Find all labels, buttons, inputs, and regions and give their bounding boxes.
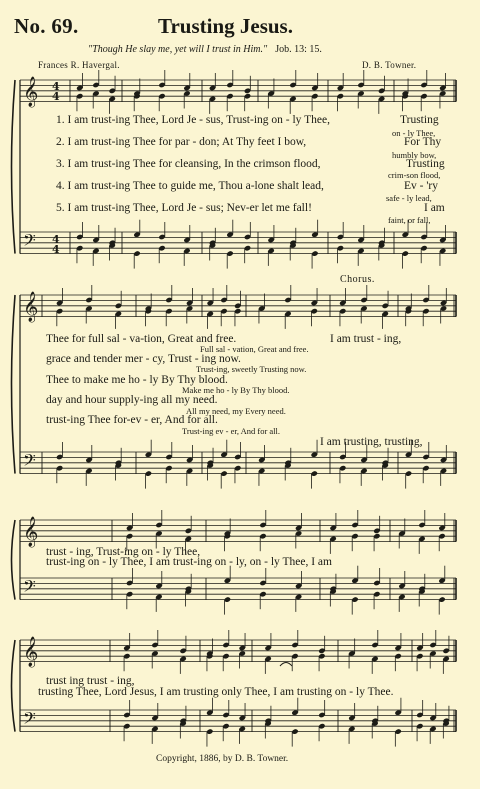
svg-text:𝄢: 𝄢 [23, 576, 36, 600]
s2-line-2: grace and tender mer - cy, Trust - ing now. [46, 353, 241, 365]
verse-2-end: For Thy [404, 136, 442, 148]
svg-text:4: 4 [52, 233, 60, 246]
verse-5: 5. I am trust-ing Thee, Lord Je - sus; Nev-er let me fall! [56, 202, 312, 214]
chorus-label: Chorus. [340, 274, 375, 285]
verse-4-echo: safe - ly lead, [386, 193, 432, 203]
s3-upper-lyric: trust - ing, Trust-ing on - ly Thee, [46, 546, 201, 558]
verse-1: 1. I am trust-ing Thee, Lord Je - sus, Trust-ing on - ly Thee, [56, 114, 330, 126]
verse-3: 3. I am trust-ing Thee for cleansing, In the crimson flood, [56, 158, 321, 170]
verse-3-echo: crim-son flood, [388, 170, 441, 180]
s2-line-1: Thee for full sal - va-tion, Great and free. [46, 333, 237, 345]
chorus-singing: I am trust - ing, [330, 333, 402, 345]
svg-text:4: 4 [52, 243, 60, 256]
verse-2-echo: humbly bow, [392, 150, 437, 160]
s2-echo-2: Trust-ing, sweetly Trusting now. [196, 364, 307, 374]
verse-1-end: Trusting [400, 114, 439, 126]
s2-echo-5: Trust-ing ev - er, And for all. [182, 426, 281, 436]
s3-lower-lyric: trust-ing on - ly Thee, I am trust-ing on - ly, on - ly Thee, I am [46, 556, 332, 568]
composer-credit: D. B. Towner. [362, 60, 417, 70]
s2-pickup: I am trusting, trusting, [320, 436, 423, 448]
svg-text:4: 4 [52, 90, 60, 103]
s2-line-3: Thee to make me ho - ly By Thy blood. [46, 374, 228, 386]
svg-text:𝄞: 𝄞 [23, 637, 39, 667]
s2-echo-3: Make me ho - ly By Thy blood. [182, 385, 290, 395]
svg-text:𝄢: 𝄢 [23, 230, 36, 254]
lyricist-credit: Frances R. Havergal. [38, 60, 120, 70]
svg-text:𝄢: 𝄢 [23, 450, 36, 474]
svg-text:𝄞: 𝄞 [23, 77, 39, 107]
verse-5-end: I am [424, 202, 445, 214]
svg-text:4: 4 [52, 80, 60, 93]
s2-line-5: trust-ing Thee for-ev - er, And for all. [46, 414, 218, 426]
verse-4: 4. I am trust-ing Thee to guide me, Thou a-lone shalt lead, [56, 180, 324, 192]
copyright: Copyright, 1886, by D. B. Towner. [156, 754, 289, 764]
hymn-title: Trusting Jesus. [158, 14, 293, 38]
svg-text:𝄞: 𝄞 [23, 517, 39, 547]
verse-3-end: Trusting [406, 158, 445, 170]
hymn-number: No. 69. [14, 14, 79, 38]
verse-1-echo: on - ly Thee, [392, 128, 436, 138]
s4-lower-lyric: trusting Thee, Lord Jesus, I am trusting only Thee, I am trusting on - ly Thee. [38, 686, 394, 698]
s2-line-4: day and hour supply-ing all my need. [46, 394, 218, 406]
verse-4-end: Ev - 'ry [404, 180, 439, 192]
s2-echo-4: All my need, my Every need. [186, 406, 286, 416]
s4-upper-lyric: trust ing trust - ing, [46, 675, 135, 687]
verse-2: 2. I am trust-ing Thee for par - don; At Thy feet I bow, [56, 136, 307, 148]
epigraph-reference: Job. 13: 15. [275, 44, 322, 55]
svg-text:𝄞: 𝄞 [23, 292, 39, 322]
s2-echo-1: Full sal - vation, Great and free. [200, 344, 309, 354]
epigraph-quote: "Though He slay me, yet will I trust in Him." [88, 44, 268, 55]
svg-text:𝄢: 𝄢 [23, 708, 36, 732]
verse-5-echo: faint, or fall, [388, 215, 431, 225]
